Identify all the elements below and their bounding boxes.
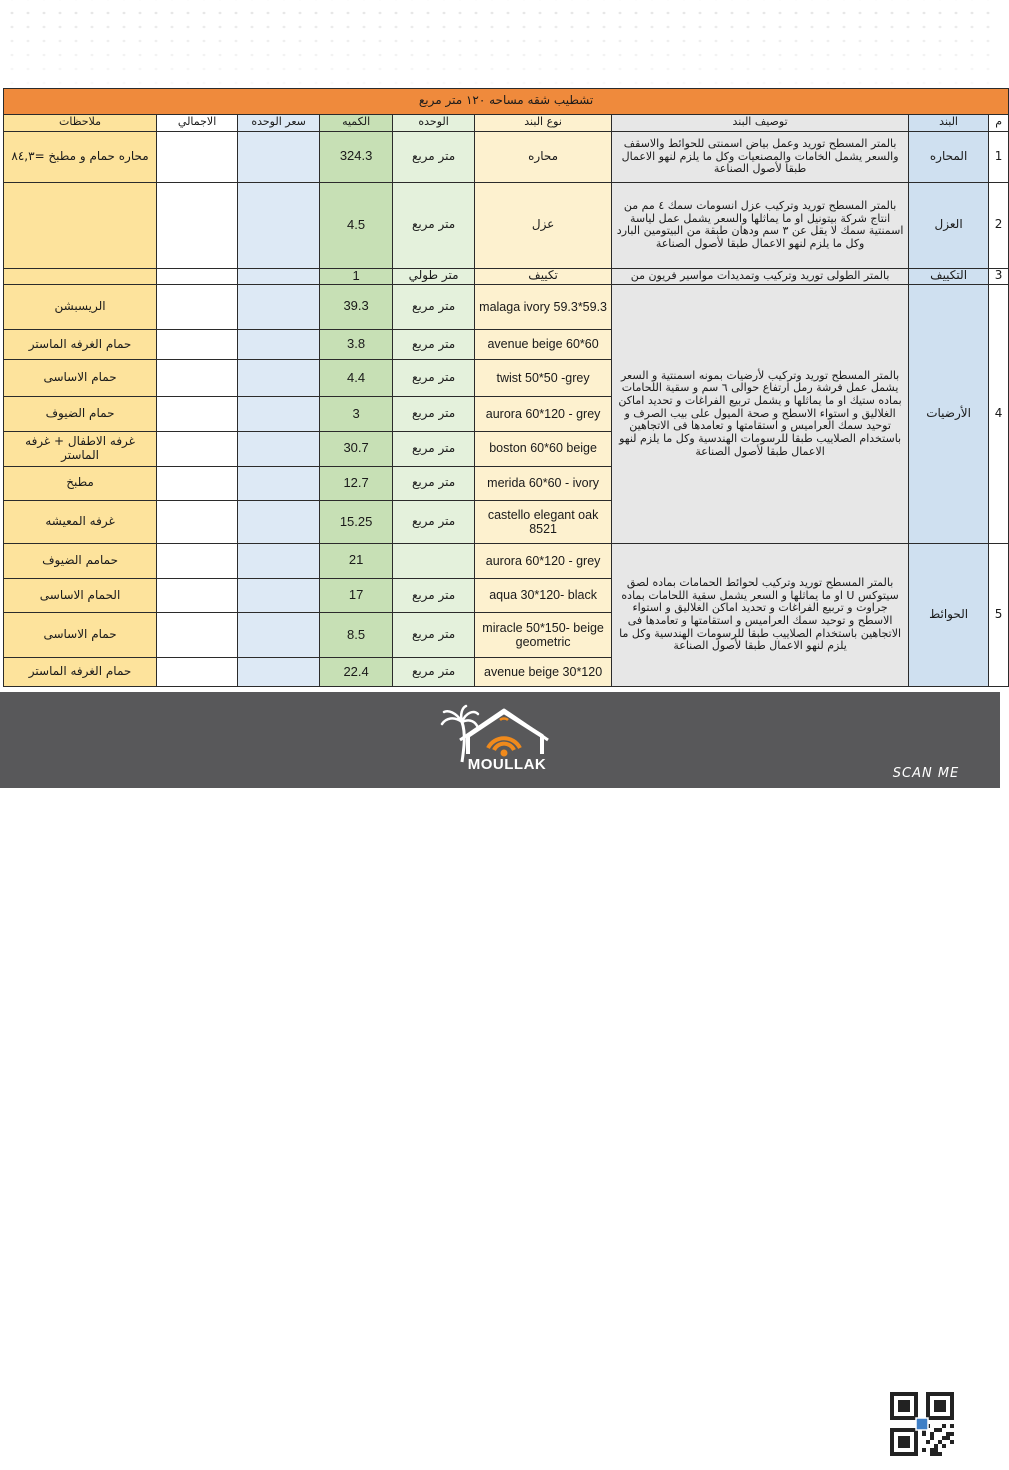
- header-quantity: الكميه: [320, 114, 393, 131]
- item-unit-price: [238, 501, 320, 544]
- item-type: تكييف: [475, 268, 612, 284]
- item-unit-price: [238, 613, 320, 658]
- header-unit-price: سعر الوحده: [238, 114, 320, 131]
- item-quantity: 21: [320, 544, 393, 579]
- item-unit-price: [238, 544, 320, 579]
- item-total: [157, 466, 238, 501]
- item-total: [157, 182, 238, 268]
- item-unit: متر مربع: [393, 613, 475, 658]
- item-unit: متر مربع: [393, 397, 475, 432]
- item-type: castello elegant oak 8521: [475, 501, 612, 544]
- scan-me-caption: SCAN ME: [892, 766, 960, 781]
- item-type: عزل: [475, 182, 612, 268]
- header-row: [4, 114, 1009, 131]
- item-total: [157, 397, 238, 432]
- item-unit: متر مربع: [393, 578, 475, 613]
- item-notes: محاره حمام و مطبخ =٨٤,٣: [4, 131, 157, 182]
- item-unit-price: [238, 578, 320, 613]
- item-notes: حمام الغرفه الماستر: [4, 329, 157, 360]
- item-notes: غرفه الاطفال + غرفه الماستر: [4, 431, 157, 466]
- header-unit: الوحده: [393, 114, 475, 131]
- header-type: نوع البند: [475, 114, 612, 131]
- item-quantity: 15.25: [320, 501, 393, 544]
- item-notes: مطبخ: [4, 466, 157, 501]
- table-title: تشطيب شقه مساحه ١٢٠ متر مربع: [4, 89, 1009, 115]
- item-total: [157, 501, 238, 544]
- item-name: المحاره: [909, 131, 989, 182]
- item-unit-price: [238, 658, 320, 687]
- item-description: بالمتر الطولى توريد وتركيب وتمديدات مواسير فريون من: [612, 268, 909, 284]
- item-notes: حمام الضيوف: [4, 397, 157, 432]
- item-quantity: 17: [320, 578, 393, 613]
- item-unit: متر مربع: [393, 466, 475, 501]
- item-quantity: 3.8: [320, 329, 393, 360]
- item-type: aurora 60*120 - grey: [475, 397, 612, 432]
- item-quantity: 324.3: [320, 131, 393, 182]
- item-total: [157, 329, 238, 360]
- dotted-background: [0, 0, 1000, 88]
- item-total: [157, 544, 238, 579]
- item-unit: متر مربع: [393, 182, 475, 268]
- item-type: malaga ivory 59.3*59.3: [475, 284, 612, 329]
- item-quantity: 8.5: [320, 613, 393, 658]
- item-unit: متر مربع: [393, 329, 475, 360]
- item-number: 4: [989, 284, 1009, 543]
- item-notes: حمامم الضيوف: [4, 544, 157, 579]
- item-number: 5: [989, 544, 1009, 687]
- item-description: بالمتر المسطح توريد وعمل بياض اسمنتى للحوائط والاسقف والسعر يشمل الخامات والمصنعيات وكل ما يلزم لنهو الاعمال طبقا لأصول الصناعة: [612, 131, 909, 182]
- item-name: الحوائط: [909, 544, 989, 687]
- header-description: توصيف البند: [612, 114, 909, 131]
- item-notes: حمام الاساسى: [4, 613, 157, 658]
- item-total: [157, 578, 238, 613]
- item-unit-price: [238, 466, 320, 501]
- item-number: 2: [989, 182, 1009, 268]
- item-type: محاره: [475, 131, 612, 182]
- item-notes: حمام الاساسى: [4, 360, 157, 397]
- item-unit: [393, 544, 475, 579]
- header-notes: ملاحظات: [4, 114, 157, 131]
- item-quantity: 22.4: [320, 658, 393, 687]
- item-type: miracle 50*150- beige geometric: [475, 613, 612, 658]
- item-unit: متر مربع: [393, 360, 475, 397]
- item-quantity: 12.7: [320, 466, 393, 501]
- item-notes: غرفه المعيشه: [4, 501, 157, 544]
- item-name: العزل: [909, 182, 989, 268]
- item-unit-price: [238, 268, 320, 284]
- table-row: [4, 182, 1009, 268]
- item-name: التكييف: [909, 268, 989, 284]
- item-total: [157, 613, 238, 658]
- item-type: aurora 60*120 - grey: [475, 544, 612, 579]
- item-unit: متر مربع: [393, 284, 475, 329]
- qr-code-icon: [890, 1392, 954, 1456]
- item-unit: متر مربع: [393, 131, 475, 182]
- item-quantity: 39.3: [320, 284, 393, 329]
- item-quantity: 4.4: [320, 360, 393, 397]
- item-total: [157, 360, 238, 397]
- footer-bar: [0, 692, 1000, 788]
- header-total: الاجمالي: [157, 114, 238, 131]
- item-unit: متر طولي: [393, 268, 475, 284]
- item-type: aqua 30*120- black: [475, 578, 612, 613]
- item-unit-price: [238, 131, 320, 182]
- item-unit-price: [238, 431, 320, 466]
- item-unit: متر مربع: [393, 658, 475, 687]
- item-unit: متر مربع: [393, 501, 475, 544]
- table-row: [4, 131, 1009, 182]
- item-total: [157, 268, 238, 284]
- item-quantity: 4.5: [320, 182, 393, 268]
- item-quantity: 3: [320, 397, 393, 432]
- item-number: 1: [989, 131, 1009, 182]
- header-item: البند: [909, 114, 989, 131]
- item-unit-price: [238, 360, 320, 397]
- table-row: [4, 284, 1009, 329]
- curved-arrow-icon: [862, 1400, 892, 1470]
- item-description: بالمتر المسطح توريد وتركيب عزل انسومات سمك ٤ مم من انتاج شركة بيتونيل او ما يماثلها والسعر يشمل عمل لياسة اسمنتية سمك لا يقل عن ٣ سم ودهان طبقة من البيتومين البارد وكل ما يلزم لنهو الاعمال طبقا لأصول الصناعة: [612, 182, 909, 268]
- item-quantity: 1: [320, 268, 393, 284]
- item-total: [157, 284, 238, 329]
- brand-name: MOULLAK: [467, 756, 547, 773]
- item-name: الأرضيات: [909, 284, 989, 543]
- table-row: [4, 268, 1009, 284]
- item-type: twist 50*50 -grey: [475, 360, 612, 397]
- item-notes: [4, 182, 157, 268]
- title-row: [4, 89, 1009, 115]
- item-unit-price: [238, 284, 320, 329]
- item-notes: الريسبشن: [4, 284, 157, 329]
- bill-of-quantities-table: [3, 88, 1009, 687]
- item-type: boston 60*60 beige: [475, 431, 612, 466]
- item-notes: [4, 268, 157, 284]
- item-type: avenue beige 60*60: [475, 329, 612, 360]
- item-type: merida 60*60 - ivory: [475, 466, 612, 501]
- item-notes: حمام الغرفه الماستر: [4, 658, 157, 687]
- item-unit-price: [238, 182, 320, 268]
- item-type: avenue beige 30*120: [475, 658, 612, 687]
- header-num: م: [989, 114, 1009, 131]
- item-description: بالمتر المسطح توريد وتركيب لأرضيات بمونه اسمنتية و السعر يشمل عمل فرشة رمل ارتفاع حوالى ٦ سم و سقية اللحامات بماده ستيك او ما يماثلها و يشمل تربيع الفراغات و تحديد اماكن الغلاليق و استواء الاسطح و صحة الميول على بيب الصرف و توحيد سمك العراميس و استقامتها و تعامدها فى الاتجاهين باستخدام الصلاييب طبقا للرسومات الهندسية وكل ما يلزم لنهو الاعمال طبقا لأصول الصناعة: [612, 284, 909, 543]
- item-description: بالمتر المسطح توريد وتركيب لحوائط الحمامات بماده لصق سيتوكس U او ما يماثلها و السعر يشمل سقية اللحامات بماده جراوت و تربيع الفراغات و تحديد اماكن الغلاليق و استواء الاسطح و توحيد سمك العراميس و استقامتها و تعامدها فى الاتجاهين باستخدام الصلاييب طبقا للرسومات الهندسية وكل ما يلزم لنهو الاعمال طبقا لأصول الصناعة: [612, 544, 909, 687]
- item-total: [157, 131, 238, 182]
- item-total: [157, 658, 238, 687]
- table-row: [4, 544, 1009, 579]
- item-quantity: 30.7: [320, 431, 393, 466]
- item-notes: الحمام الاساسى: [4, 578, 157, 613]
- item-unit-price: [238, 329, 320, 360]
- item-unit-price: [238, 397, 320, 432]
- item-total: [157, 431, 238, 466]
- item-number: 3: [989, 268, 1009, 284]
- item-unit: متر مربع: [393, 431, 475, 466]
